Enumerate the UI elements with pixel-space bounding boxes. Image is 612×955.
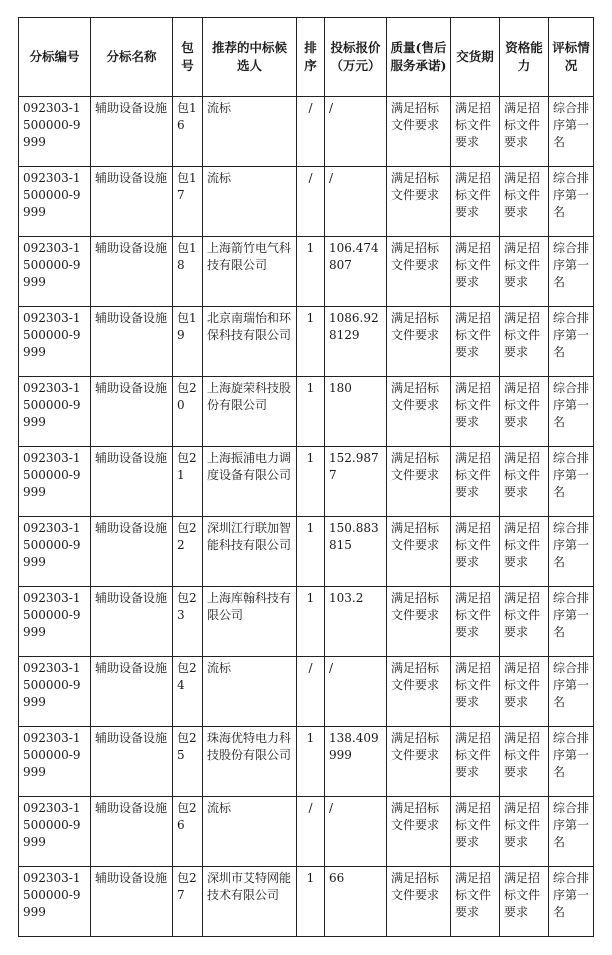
bid-price-cell: /	[325, 657, 387, 727]
evaluation-cell: 综合排序第一名	[549, 167, 594, 237]
section-code-cell: 092303-1500000-9999	[19, 727, 91, 797]
section-name-cell: 辅助设备设施	[91, 237, 173, 307]
evaluation-cell: 综合排序第一名	[549, 237, 594, 307]
package-number-cell: 包22	[173, 517, 203, 587]
section-code-cell: 092303-1500000-9999	[19, 517, 91, 587]
package-number-cell: 包16	[173, 97, 203, 167]
delivery-cell: 满足招标文件要求	[451, 377, 500, 447]
bid-price-cell: 1086.928129	[325, 307, 387, 377]
qualification-cell: 满足招标文件要求	[500, 97, 549, 167]
section-name-cell: 辅助设备设施	[91, 797, 173, 867]
header-cell: 分标编号	[19, 18, 91, 97]
quality-cell: 满足招标文件要求	[387, 237, 451, 307]
section-code-cell: 092303-1500000-9999	[19, 307, 91, 377]
table-row	[19, 587, 594, 657]
evaluation-cell: 综合排序第一名	[549, 377, 594, 447]
package-number-cell: 包27	[173, 867, 203, 937]
evaluation-cell: 综合排序第一名	[549, 517, 594, 587]
table-body	[19, 97, 594, 937]
table-row	[19, 167, 594, 237]
rank-cell: 1	[297, 447, 325, 517]
delivery-cell: 满足招标文件要求	[451, 447, 500, 517]
quality-cell: 满足招标文件要求	[387, 727, 451, 797]
package-number-cell: 包20	[173, 377, 203, 447]
bid-price-cell: 106.474807	[325, 237, 387, 307]
quality-cell: 满足招标文件要求	[387, 517, 451, 587]
qualification-cell: 满足招标文件要求	[500, 867, 549, 937]
rank-cell: /	[297, 97, 325, 167]
section-code-cell: 092303-1500000-9999	[19, 867, 91, 937]
bid-price-cell: 150.883815	[325, 517, 387, 587]
package-number-cell: 包19	[173, 307, 203, 377]
delivery-cell: 满足招标文件要求	[451, 587, 500, 657]
package-number-cell: 包25	[173, 727, 203, 797]
rank-cell: 1	[297, 377, 325, 447]
header-cell: 评标情况	[549, 18, 594, 97]
evaluation-cell: 综合排序第一名	[549, 307, 594, 377]
quality-cell: 满足招标文件要求	[387, 867, 451, 937]
table-row	[19, 657, 594, 727]
bid-results-table	[18, 17, 594, 937]
rank-cell: 1	[297, 587, 325, 657]
quality-cell: 满足招标文件要求	[387, 587, 451, 657]
quality-cell: 满足招标文件要求	[387, 377, 451, 447]
package-number-cell: 包17	[173, 167, 203, 237]
section-code-cell: 092303-1500000-9999	[19, 657, 91, 727]
delivery-cell: 满足招标文件要求	[451, 167, 500, 237]
candidate-cell: 北京南瑞怡和环保科技有限公司	[203, 307, 297, 377]
bid-price-cell: /	[325, 97, 387, 167]
table-row	[19, 97, 594, 167]
header-cell: 分标名称	[91, 18, 173, 97]
table-row	[19, 447, 594, 517]
rank-cell: 1	[297, 307, 325, 377]
qualification-cell: 满足招标文件要求	[500, 587, 549, 657]
bid-price-cell: /	[325, 167, 387, 237]
quality-cell: 满足招标文件要求	[387, 307, 451, 377]
rank-cell: 1	[297, 517, 325, 587]
delivery-cell: 满足招标文件要求	[451, 97, 500, 167]
evaluation-cell: 综合排序第一名	[549, 97, 594, 167]
package-number-cell: 包18	[173, 237, 203, 307]
evaluation-cell: 综合排序第一名	[549, 587, 594, 657]
rank-cell: 1	[297, 727, 325, 797]
section-code-cell: 092303-1500000-9999	[19, 587, 91, 657]
table-row	[19, 517, 594, 587]
qualification-cell: 满足招标文件要求	[500, 237, 549, 307]
delivery-cell: 满足招标文件要求	[451, 657, 500, 727]
delivery-cell: 满足招标文件要求	[451, 237, 500, 307]
evaluation-cell: 综合排序第一名	[549, 797, 594, 867]
qualification-cell: 满足招标文件要求	[500, 727, 549, 797]
candidate-cell: 流标	[203, 797, 297, 867]
table-row	[19, 237, 594, 307]
qualification-cell: 满足招标文件要求	[500, 377, 549, 447]
delivery-cell: 满足招标文件要求	[451, 517, 500, 587]
section-name-cell: 辅助设备设施	[91, 307, 173, 377]
qualification-cell: 满足招标文件要求	[500, 517, 549, 587]
section-name-cell: 辅助设备设施	[91, 97, 173, 167]
section-code-cell: 092303-1500000-9999	[19, 167, 91, 237]
table-row	[19, 307, 594, 377]
header-cell: 交货期	[451, 18, 500, 97]
evaluation-cell: 综合排序第一名	[549, 867, 594, 937]
candidate-cell: 流标	[203, 657, 297, 727]
candidate-cell: 流标	[203, 167, 297, 237]
quality-cell: 满足招标文件要求	[387, 657, 451, 727]
quality-cell: 满足招标文件要求	[387, 447, 451, 517]
rank-cell: /	[297, 167, 325, 237]
header-cell: 质量(售后服务承诺)	[387, 18, 451, 97]
delivery-cell: 满足招标文件要求	[451, 727, 500, 797]
header-row	[19, 18, 594, 97]
section-name-cell: 辅助设备设施	[91, 517, 173, 587]
package-number-cell: 包23	[173, 587, 203, 657]
package-number-cell: 包21	[173, 447, 203, 517]
bid-price-cell: 180	[325, 377, 387, 447]
qualification-cell: 满足招标文件要求	[500, 657, 549, 727]
qualification-cell: 满足招标文件要求	[500, 447, 549, 517]
package-number-cell: 包26	[173, 797, 203, 867]
rank-cell: /	[297, 797, 325, 867]
rank-cell: 1	[297, 867, 325, 937]
quality-cell: 满足招标文件要求	[387, 167, 451, 237]
candidate-cell: 上海旋荣科技股份有限公司	[203, 377, 297, 447]
section-name-cell: 辅助设备设施	[91, 587, 173, 657]
evaluation-cell: 综合排序第一名	[549, 447, 594, 517]
table-row	[19, 377, 594, 447]
rank-cell: 1	[297, 237, 325, 307]
table-row	[19, 727, 594, 797]
section-code-cell: 092303-1500000-9999	[19, 797, 91, 867]
table-row	[19, 867, 594, 937]
header-cell: 资格能力	[500, 18, 549, 97]
table-row	[19, 797, 594, 867]
candidate-cell: 珠海优特电力科技股份有限公司	[203, 727, 297, 797]
header-cell: 投标报价（万元）	[325, 18, 387, 97]
header-cell: 推荐的中标候选人	[203, 18, 297, 97]
section-code-cell: 092303-1500000-9999	[19, 237, 91, 307]
candidate-cell: 深圳市艾特网能技术有限公司	[203, 867, 297, 937]
rank-cell: /	[297, 657, 325, 727]
delivery-cell: 满足招标文件要求	[451, 307, 500, 377]
section-code-cell: 092303-1500000-9999	[19, 377, 91, 447]
qualification-cell: 满足招标文件要求	[500, 167, 549, 237]
section-name-cell: 辅助设备设施	[91, 167, 173, 237]
candidate-cell: 上海库翰科技有限公司	[203, 587, 297, 657]
delivery-cell: 满足招标文件要求	[451, 797, 500, 867]
qualification-cell: 满足招标文件要求	[500, 797, 549, 867]
bid-price-cell: 138.409999	[325, 727, 387, 797]
qualification-cell: 满足招标文件要求	[500, 307, 549, 377]
quality-cell: 满足招标文件要求	[387, 97, 451, 167]
bid-price-cell: /	[325, 797, 387, 867]
section-name-cell: 辅助设备设施	[91, 657, 173, 727]
bid-price-cell: 152.9877	[325, 447, 387, 517]
quality-cell: 满足招标文件要求	[387, 797, 451, 867]
section-name-cell: 辅助设备设施	[91, 447, 173, 517]
bid-price-cell: 103.2	[325, 587, 387, 657]
evaluation-cell: 综合排序第一名	[549, 657, 594, 727]
package-number-cell: 包24	[173, 657, 203, 727]
candidate-cell: 深圳江行联加智能科技有限公司	[203, 517, 297, 587]
evaluation-cell: 综合排序第一名	[549, 727, 594, 797]
section-name-cell: 辅助设备设施	[91, 867, 173, 937]
bid-price-cell: 66	[325, 867, 387, 937]
section-name-cell: 辅助设备设施	[91, 727, 173, 797]
section-code-cell: 092303-1500000-9999	[19, 97, 91, 167]
candidate-cell: 上海振浦电力调度设备有限公司	[203, 447, 297, 517]
candidate-cell: 流标	[203, 97, 297, 167]
header-cell: 包号	[173, 18, 203, 97]
header-cell: 排序	[297, 18, 325, 97]
delivery-cell: 满足招标文件要求	[451, 867, 500, 937]
section-code-cell: 092303-1500000-9999	[19, 447, 91, 517]
candidate-cell: 上海箭竹电气科技有限公司	[203, 237, 297, 307]
section-name-cell: 辅助设备设施	[91, 377, 173, 447]
